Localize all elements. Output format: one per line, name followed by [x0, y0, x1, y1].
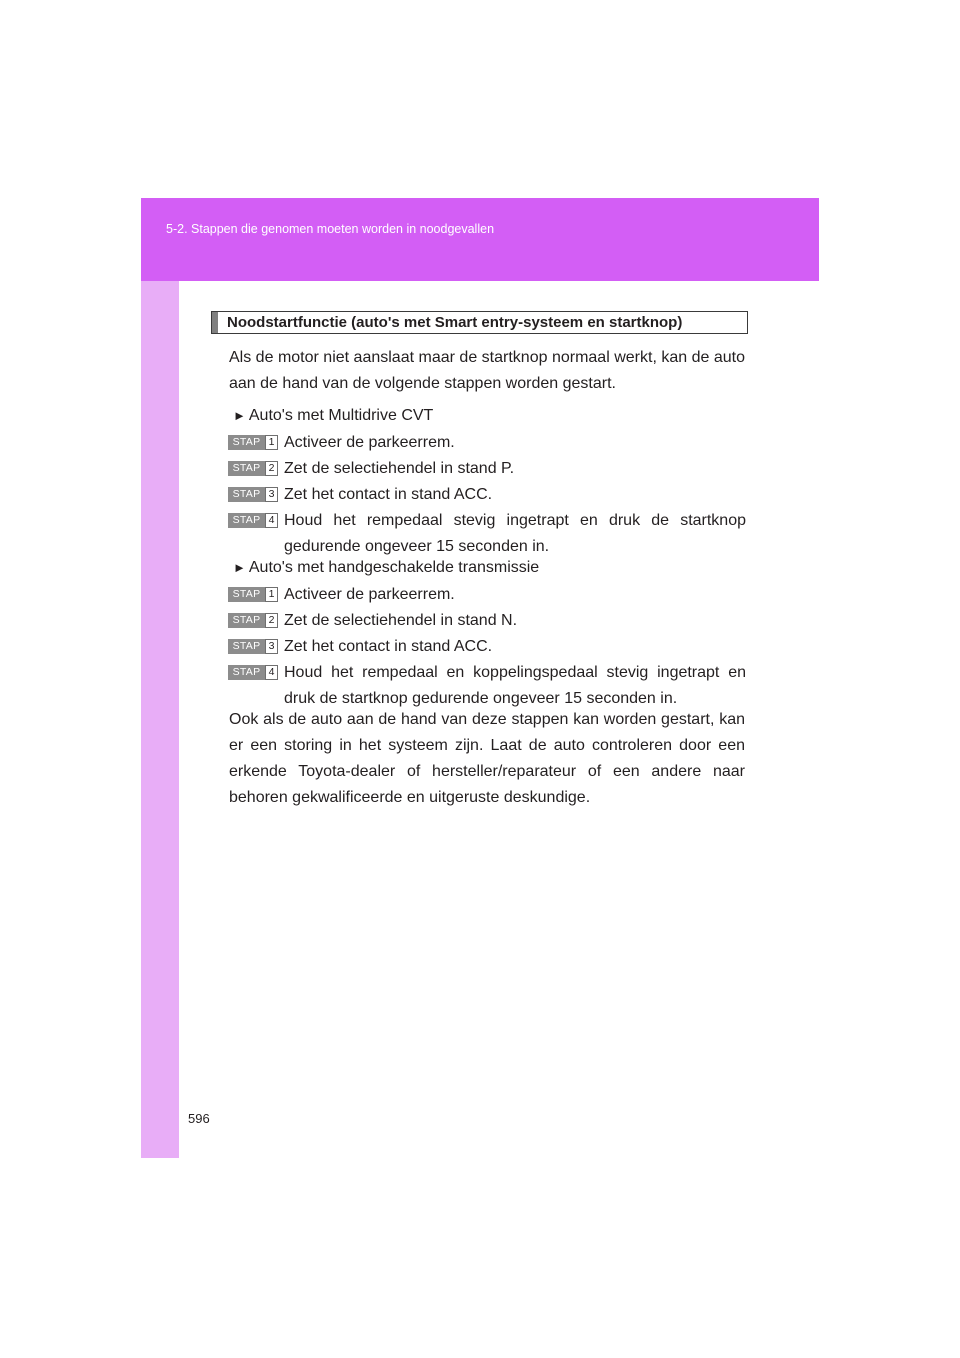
step-badge-number: 1	[265, 587, 278, 602]
step-text: Zet de selectiehendel in stand P.	[284, 460, 515, 477]
triangle-arrow-icon: ►	[233, 408, 246, 423]
step-badge-number: 2	[265, 461, 278, 476]
step-badge-number: 3	[265, 639, 278, 654]
step-badge-word: STAP	[228, 639, 265, 654]
step-badge	[228, 587, 279, 602]
step-badge	[228, 513, 279, 528]
variant-title-text: Auto's met handgeschakelde transmissie	[248, 559, 540, 576]
step-badge-number: 1	[265, 435, 278, 450]
step-badge-word: STAP	[228, 461, 265, 476]
step-badge-word: STAP	[228, 513, 265, 528]
heading-text: Noodstartfunctie (auto's met Smart entry-systeem en startknop)	[227, 314, 683, 331]
step-badge	[228, 613, 279, 628]
step-badge-word: STAP	[228, 487, 265, 502]
section-label: 5-2. Stappen die genomen moeten worden in noodgevallen	[166, 222, 495, 236]
step-text: Zet het contact in stand ACC.	[284, 638, 493, 655]
step-badge-word: STAP	[228, 665, 265, 680]
intro-paragraph: Als de motor niet aanslaat maar de startknop normaal werkt, kan de auto aan de hand van de volgende stappen worden gestart.	[229, 349, 745, 392]
section-header-band	[141, 198, 819, 281]
triangle-arrow-icon: ►	[233, 560, 246, 575]
step-badge	[228, 665, 279, 680]
step-text: Houd het rempedaal stevig ingetrapt en druk de startknop gedurende ongeveer 15 seconden in.	[284, 512, 746, 555]
variant-title-text: Auto's met Multidrive CVT	[248, 407, 434, 424]
step-badge-word: STAP	[228, 435, 265, 450]
step-badge	[228, 435, 279, 450]
step-text: Zet het contact in stand ACC.	[284, 486, 493, 503]
variant-title-manual	[233, 558, 539, 578]
step-badge-number: 3	[265, 487, 278, 502]
step-text: Houd het rempedaal en koppelingspedaal stevig ingetrapt en druk de startknop gedurende ongeveer 15 seconden in.	[284, 664, 746, 707]
side-strip	[141, 281, 179, 1158]
step-text: Zet de selectiehendel in stand N.	[284, 612, 518, 629]
page-number: 596	[188, 1111, 210, 1126]
step-badge	[228, 639, 279, 654]
step-badge-number: 4	[265, 513, 278, 528]
step-badge	[228, 461, 279, 476]
step-badge-word: STAP	[228, 613, 265, 628]
step-text: Activeer de parkeerrem.	[284, 434, 455, 451]
step-badge-number: 2	[265, 613, 278, 628]
step-badge-word: STAP	[228, 587, 265, 602]
heading-accent-bar	[212, 312, 218, 333]
step-badge-number: 4	[265, 665, 278, 680]
variant-title-cvt	[233, 406, 433, 426]
step-text: Activeer de parkeerrem.	[284, 586, 455, 603]
step-badge	[228, 487, 279, 502]
section-heading	[211, 311, 748, 334]
closing-paragraph: Ook als de auto aan de hand van deze stappen kan worden gestart, kan er een storing in het systeem zijn. Laat de auto controleren door een erkende Toyota-dealer of hersteller/reparateur of een andere naar behoren gekwalificeerde en uitgeruste deskundige.	[229, 711, 745, 806]
